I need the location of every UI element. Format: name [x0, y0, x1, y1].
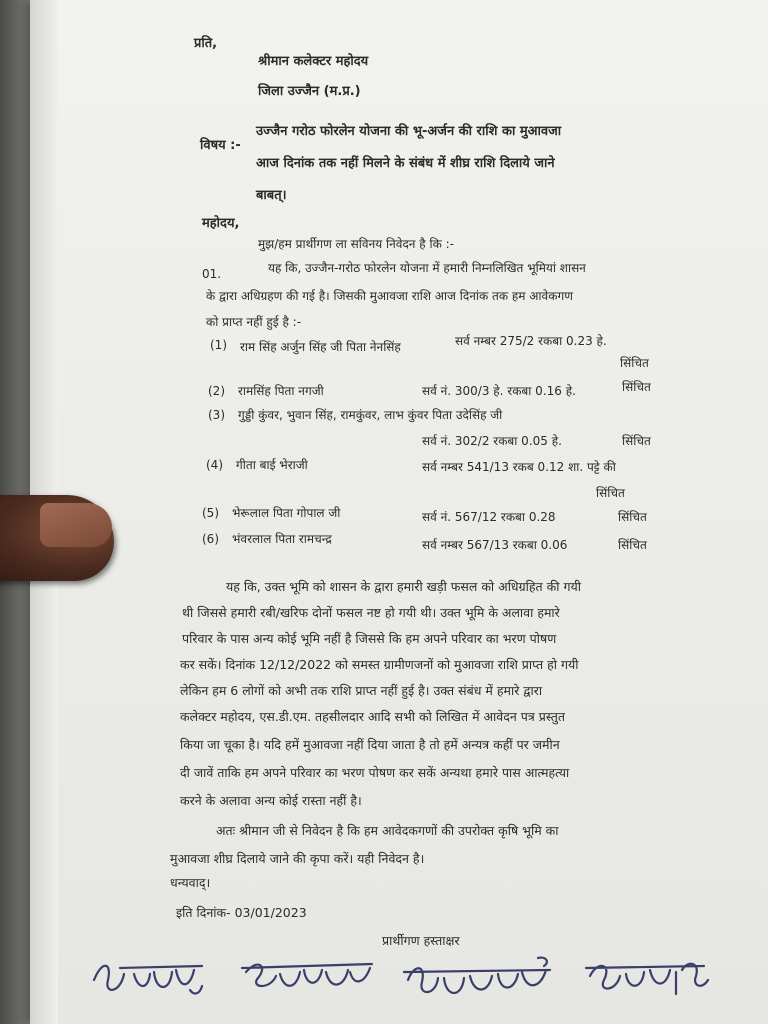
- signatures: [90, 950, 730, 1010]
- point-line: यह कि, उज्जैन-गरोठ फोरलेन योजना में हमारी निम्नलिखित भूमियां शासन: [268, 261, 586, 275]
- owner-name: रामसिंह पिता नगजी: [238, 384, 324, 398]
- salutation: महोदय,: [202, 216, 240, 231]
- survey-detail: सर्व नम्बर 567/13 रकबा 0.06: [422, 538, 568, 552]
- signature-1: [90, 950, 210, 1006]
- request-line: अतः श्रीमान जी से निवेदन है कि हम आवेदकगणों की उपरोक्त कृषि भूमि का: [216, 823, 559, 838]
- item-number: (2): [208, 384, 225, 398]
- thumb-nail: [40, 503, 112, 547]
- body-line: किया जा चूका है। यदि हमें मुआवजा नहीं दिया जाता है तो हमें अन्यत्र कहीं पर जमीन: [180, 737, 560, 752]
- land-type: सिंचित: [622, 434, 651, 448]
- signature-2: [240, 950, 380, 1006]
- body-line: करने के अलावा अन्य कोई रास्ता नहीं है।: [180, 793, 362, 808]
- item-number: (5): [202, 506, 219, 520]
- land-type: सिंचित: [618, 510, 647, 524]
- subject-line: बाबत्।: [256, 188, 287, 203]
- point-line: के द्वारा अधिग्रहण की गई है। जिसकी मुआवजा राशि आज दिनांक तक हम आवेकगण: [206, 289, 573, 303]
- body-line: दी जावें ताकि हम अपने परिवार का भरण पोषण कर सकें अन्यथा हमारे पास आत्महत्या: [180, 765, 570, 780]
- point-line: को प्राप्त नहीं हुई है :-: [206, 315, 302, 329]
- owner-name: गुड्डी कुंवर, भुवान सिंह, रामकुंवर, लाभ कुंवर पिता उदेसिंह जी: [238, 408, 503, 422]
- date-line: इति दिनांक- 03/01/2023: [176, 905, 307, 920]
- land-type: सिंचित: [596, 486, 625, 500]
- subject-line: आज दिनांक तक नहीं मिलने के संबंध में शीघ्र राशि दिलाये जाने: [256, 156, 555, 171]
- survey-detail: सर्व नम्बर 541/13 रकब 0.12 शा. पट्टे की: [422, 460, 616, 474]
- owner-name: गीता बाई भेराजी: [236, 458, 308, 472]
- subject-label: विषय :-: [200, 138, 241, 153]
- owner-name: भंवरलाल पिता रामचन्द्र: [232, 532, 332, 546]
- letter-page: [30, 0, 768, 1024]
- survey-detail: सर्व नं. 300/3 हे. रकबा 0.16 हे.: [422, 384, 576, 398]
- point-number: 01.: [202, 267, 222, 281]
- to-label: प्रति,: [194, 36, 218, 51]
- body-line: कलेक्टर महोदय, एस.डी.एम. तहसीलदार आदि सभी को लिखित में आवेदन पत्र प्रस्तुत: [180, 709, 565, 724]
- owner-name: राम सिंह अर्जुन सिंह जी पिता नेनसिंह: [240, 340, 401, 354]
- district: जिला उज्जैन (म.प्र.): [258, 84, 361, 99]
- thanks-text: धन्यवाद्।: [170, 875, 211, 890]
- signature-4: [584, 950, 714, 1006]
- intro-line: मुझ/हम प्रार्थीगण ला सविनय निवेदन है कि :-: [258, 237, 454, 251]
- addressee: श्रीमान कलेक्टर महोदय: [258, 54, 369, 69]
- body-line: कर सकें। दिनांक 12/12/2022 को समस्त ग्रामीणजनों को मुआवजा राशि प्राप्त हो गयी: [180, 657, 579, 672]
- item-number: (3): [208, 408, 225, 422]
- subject-line: उज्जैन गरोठ फोरलेन योजना की भू-अर्जन की राशि का मुआवजा: [256, 124, 562, 139]
- body-line: थी जिससे हमारी रबी/खरिफ दोनों फसल नष्ट हो गयी थी। उक्त भूमि के अलावा हमारे: [182, 605, 560, 620]
- land-type: सिंचित: [622, 380, 651, 394]
- item-number: (4): [206, 458, 223, 472]
- body-line: लेकिन हम 6 लोगों को अभी तक राशि प्राप्त नहीं हुई है। उक्त संबंध में हमारे द्वारा: [180, 683, 543, 698]
- survey-detail: सर्व नं. 302/2 रकबा 0.05 हे.: [422, 434, 562, 448]
- body-line: यह कि, उक्त भूमि को शासन के द्वारा हमारी खड़ी फसल को अधिग्रहित की गयी: [226, 579, 581, 594]
- item-number: (1): [210, 338, 227, 352]
- land-type: सिंचित: [618, 538, 647, 552]
- survey-detail: सर्व नम्बर 275/2 रकबा 0.23 हे.: [455, 334, 607, 348]
- survey-detail: सर्व नं. 567/12 रकबा 0.28: [422, 510, 556, 524]
- body-line: परिवार के पास अन्य कोई भूमि नहीं है जिससे कि हम अपने परिवार का भरण पोषण: [182, 631, 557, 646]
- signature-3: [400, 950, 560, 1010]
- request-line: मुआवजा शीघ्र दिलाये जाने की कृपा करें। यही निवेदन है।: [170, 851, 425, 866]
- item-number: (6): [202, 532, 219, 546]
- owner-name: भेरूलाल पिता गोपाल जी: [232, 506, 341, 520]
- land-type: सिंचित: [620, 356, 649, 370]
- signature-label: प्रार्थीगण हस्ताक्षर: [382, 933, 460, 948]
